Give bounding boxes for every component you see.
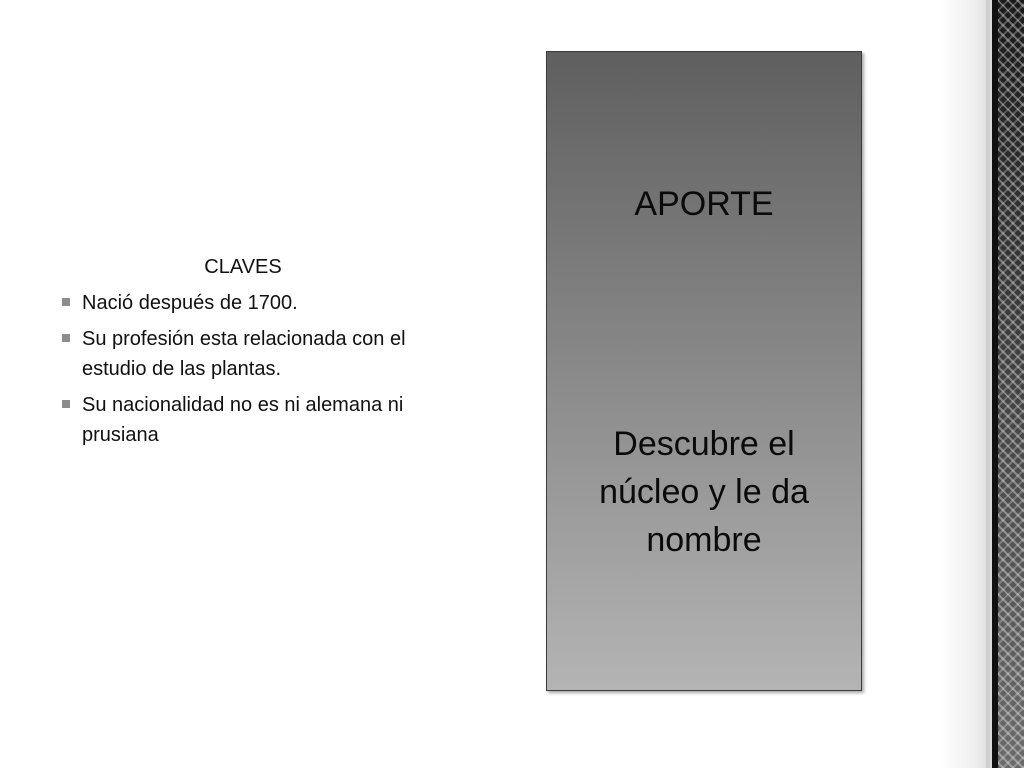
square-bullet-icon [62, 334, 70, 342]
claves-block [60, 254, 440, 456]
list-item-text: Nació después de 1700. [82, 292, 298, 314]
list-item [60, 390, 440, 450]
list-item [60, 288, 440, 318]
right-edge-line [986, 0, 990, 768]
aporte-text: Descubre el núcleo y le da nombre [599, 425, 809, 559]
aporte-box [546, 51, 862, 691]
square-bullet-icon [62, 400, 70, 408]
list-item [60, 324, 440, 384]
square-bullet-icon [62, 298, 70, 306]
list-item-text: Su profesión esta relacionada con el estudio de las plantas. [82, 328, 406, 380]
right-edge-fade [940, 0, 992, 768]
right-edge-dark-line [992, 0, 998, 768]
claves-list [60, 288, 440, 450]
aporte-title: APORTE [634, 185, 774, 223]
claves-title: CLAVES [204, 256, 282, 278]
list-item-text: Su nacionalidad no es ni alemana ni prusiana [82, 394, 404, 446]
